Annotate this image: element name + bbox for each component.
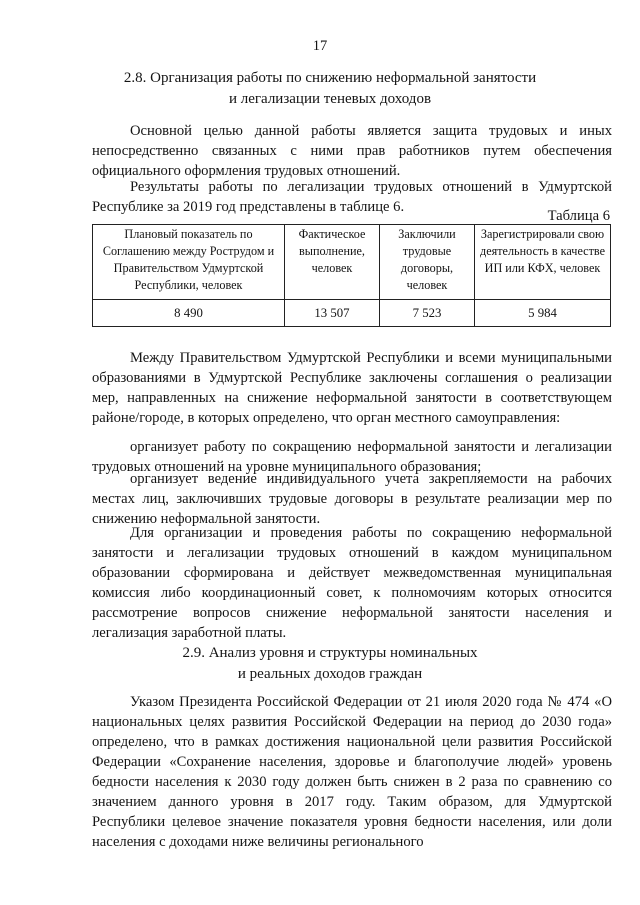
section-2-8-heading <box>60 68 600 110</box>
paragraph-goal: Основной целью данной работы является защита трудовых и иных непосредственно связанных с ними прав работников путем обеспечения официального оформления трудовых отношений. <box>92 123 612 179</box>
table-cell: 5 984 <box>475 300 611 327</box>
paragraph-results-intro: Результаты работы по легализации трудовых отношений в Удмуртской Республике за 2019 год представлены в таблице 6. <box>92 179 612 215</box>
list-item-organizes-accounting: организует ведение индивидуального учета закрепляемости на рабочих местах лиц, заключивших трудовые договоры в результате реализации мер по снижению неформальной занятости. <box>92 471 612 527</box>
table-header-cell: Заключили трудовые договоры, человек <box>380 225 475 300</box>
paragraph-commissions: Для организации и проведения работы по сокращению неформальной занятости и легализации трудовых отношений в каждом муниципальном образовании сформирована и действует межведомственная муниципальная комиссия либо координационный совет, к полномочиям которых относится рассмотрение вопросов снижение неформальной занятости населения и легализация заработной платы. <box>92 525 612 641</box>
table-cell: 7 523 <box>380 300 475 327</box>
table-caption: Таблица 6 <box>547 208 610 224</box>
page-number: 17 <box>312 38 328 54</box>
table-header-cell: Зарегистрировали свою деятельность в качестве ИП или КФХ, человек <box>475 225 611 300</box>
table-cell: 13 507 <box>285 300 380 327</box>
section-2-8-heading-line2: и легализации теневых доходов <box>228 91 432 107</box>
section-2-9-heading <box>60 643 600 685</box>
table-header-cell: Фактическое выполнение, человек <box>285 225 380 300</box>
table-cell: 8 490 <box>93 300 285 327</box>
table-row <box>93 300 611 327</box>
paragraph-presidential-decree: Указом Президента Российской Федерации от 21 июля 2020 года № 474 «О национальных целях развития Российской Федерации на период до 2030 года» определено, что в рамках достижения национальной цели развития Российской Федерации «Сохранение населения, здоровье и благополучие людей» уровень бедности населения к 2030 году должен быть снижен в 2 раза по сравнению со значением данного уровня в 2017 году. Таким образом, для Удмуртской Республики целевое значение показателя уровня бедности населения, или доли населения с доходами ниже величины регионального <box>92 694 612 850</box>
section-2-8-heading-line1: 2.8. Организация работы по снижению неформальной занятости <box>123 70 537 86</box>
table-6 <box>92 224 611 327</box>
table-header-cell: Плановый показатель по Соглашению между Рострудом и Правительством Удмуртской Республики, человек <box>93 225 285 300</box>
section-2-9-heading-line2: и реальных доходов граждан <box>237 666 423 682</box>
table-header-row <box>93 225 611 300</box>
section-2-9-heading-line1: 2.9. Анализ уровня и структуры номинальных <box>182 645 478 661</box>
paragraph-agreements: Между Правительством Удмуртской Республики и всеми муниципальными образованиями в Удмуртской Республике заключены соглашения о реализации мер, направленных на снижение неформальной занятости в соответствующем районе/городе, в которых определено, что орган местного самоуправления: <box>92 350 612 426</box>
list-item-organizes-work: организует работу по сокращению неформальной занятости и легализации трудовых отношений на уровне муниципального образования; <box>92 439 612 475</box>
